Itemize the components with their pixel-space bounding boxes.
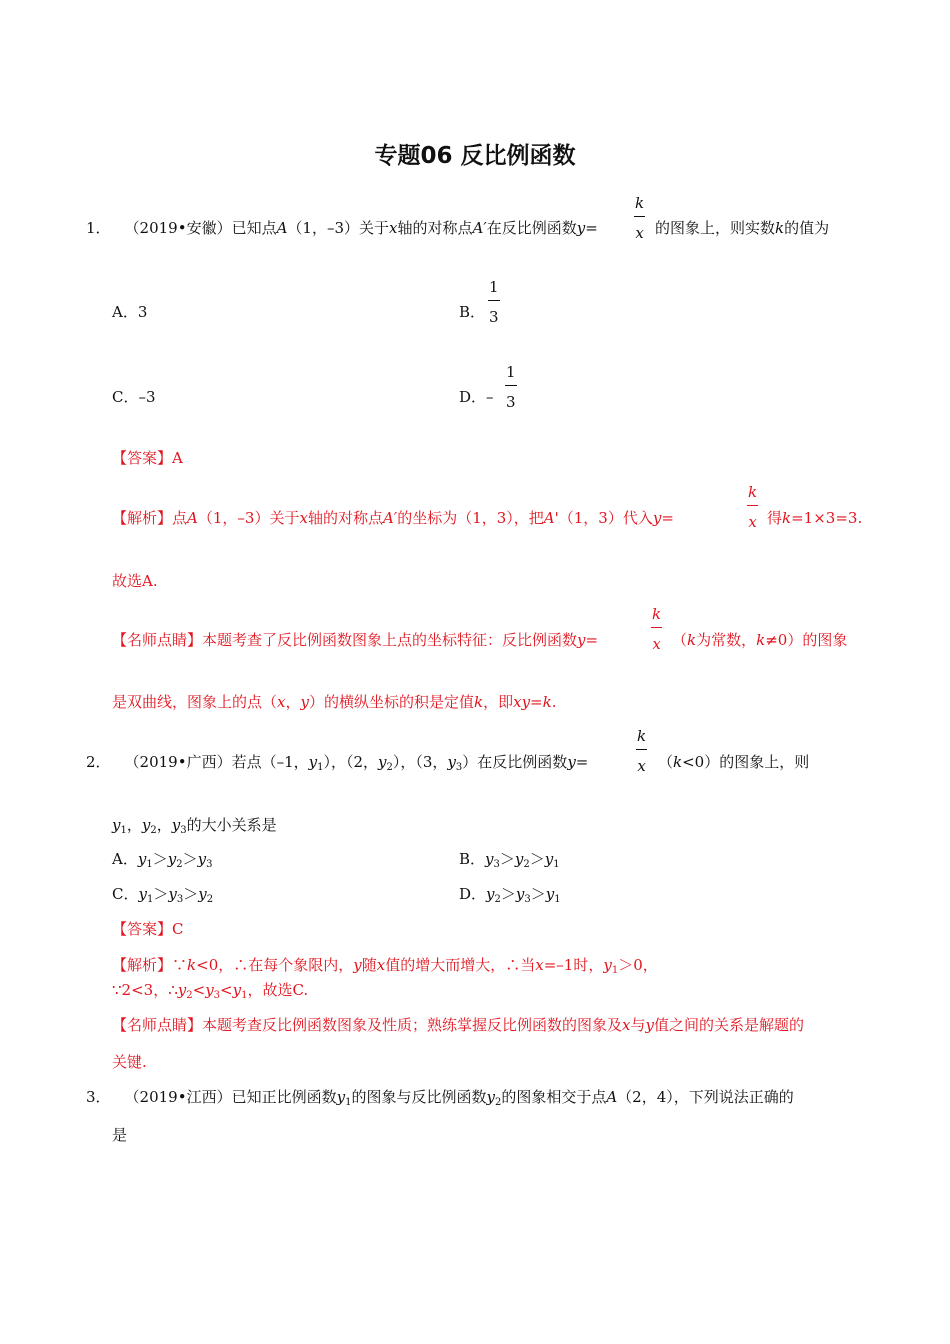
option-d-fraction: $\frac{1}{3}$	[506, 363, 516, 411]
question-2-line2: $y_1$，$y_2$，$y_3$的大小关系是	[112, 816, 277, 836]
tip-2: 【名师点睛】本题考查反比例函数图象及性质；熟练掌握反比例函数的图象及x与y值之间的关系是解题的	[112, 1016, 805, 1034]
option-b-fraction: $\frac{1}{3}$	[489, 278, 499, 326]
question-2-stem-tail: （k<0）的图象上，则	[658, 753, 810, 771]
tip-1-tail: （k为常数，k≠0）的图象	[672, 631, 848, 649]
option-a: A．3	[112, 303, 148, 321]
option-b: B．	[459, 303, 486, 321]
answer-1: 【答案】A	[112, 449, 183, 467]
question-number: 3．	[86, 1088, 111, 1106]
tip-1: 【名师点睛】本题考查了反比例函数图象上点的坐标特征：反比例函数y=	[112, 631, 599, 649]
option-d: D．$y_2>y_3>y_1$	[459, 885, 561, 905]
question-1-stem-tail: 的图象上，则实数k的值为	[655, 219, 830, 237]
analysis-1: 【解析】点A（1，–3）关于x轴的对称点A′的坐标为（1，3），把A'（1，3）代入y=	[112, 509, 674, 527]
option-c: C．–3	[112, 388, 156, 406]
question-3-line2: 是	[112, 1126, 128, 1144]
option-a: A．$y_1>y_2>y_3$	[112, 850, 213, 870]
question-1-stem: 1． （2019•安徽）已知点A（1，–3）关于x轴的对称点A′在反比例函数y=	[86, 219, 598, 237]
analysis-1-conclusion: 故选A.	[112, 572, 158, 590]
question-number: 1．	[86, 219, 111, 237]
question-number: 2．	[86, 753, 111, 771]
analysis-2: 【解析】∵k<0，∴在每个象限内，y随x值的增大而增大，∴当x=–1时，$y_1>0$，	[112, 956, 658, 976]
question-2-fraction: $\frac{k}{x}$	[637, 727, 647, 775]
question-3-stem: 3． （2019•江西）已知正比例函数$y_1$的图象与反比例函数$y_2$的图象相交于点A（2，4），下列说法正确的	[86, 1088, 794, 1108]
analysis-2-line2: ∵2<3，$\therefore y_2<y_3<y_1$，故选C.	[112, 981, 309, 1001]
option-c: C．$y_1>y_3>y_2$	[112, 885, 214, 905]
fraction-k-over-x: $\frac{k}{x}$	[635, 194, 645, 242]
analysis-1-fraction: $\frac{k}{x}$	[748, 483, 758, 531]
question-2-stem: 2． （2019•广西）若点（–1，$y_1$），（2，$y_2$），（3，$y_3$）在反比例函数y=	[86, 753, 589, 773]
tip-1-line2: 是双曲线，图象上的点（x，y）的横纵坐标的积是定值k，即xy=k.	[112, 693, 557, 711]
tip-2-line2: 关键.	[112, 1053, 147, 1071]
option-d: D．–	[459, 388, 494, 406]
analysis-1-tail: 得k=1×3=3.	[767, 509, 863, 527]
page-title: 专题06 反比例函数	[374, 143, 576, 169]
option-b: B．$y_3>y_2>y_1$	[459, 850, 560, 870]
answer-2: 【答案】C	[112, 920, 184, 938]
tip-1-fraction: $\frac{k}{x}$	[652, 605, 662, 653]
